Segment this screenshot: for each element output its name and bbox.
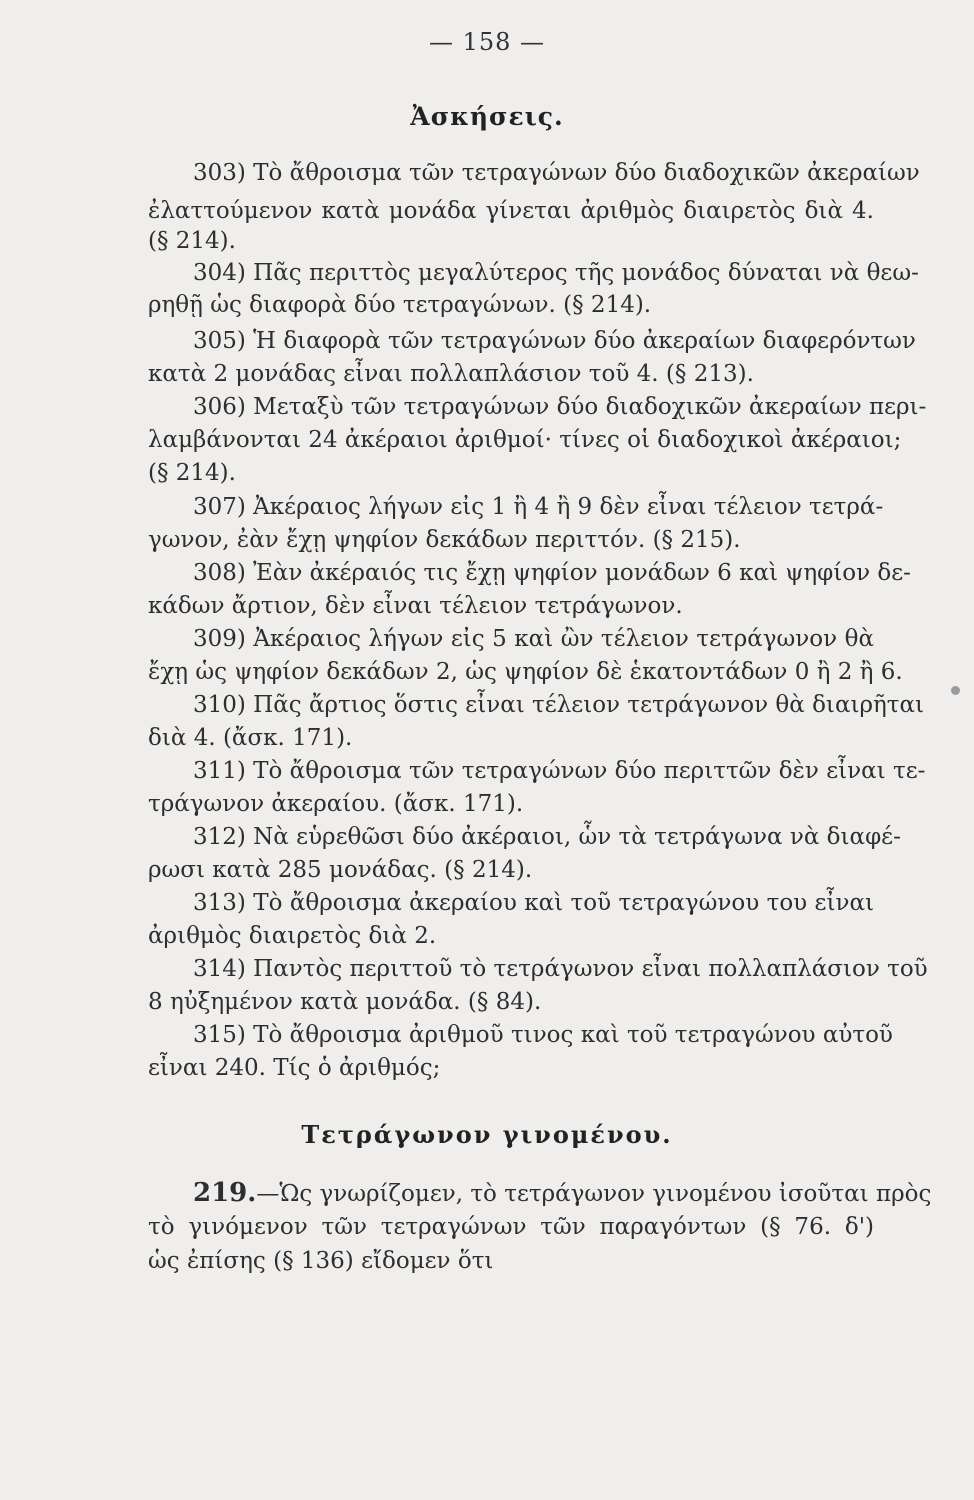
exercise-line: ἔχῃ ὡς ψηφίον δεκάδων 2, ὡς ψηφίον δὲ ἑκατοντάδων 0 ἢ 2 ἢ 6. bbox=[148, 659, 903, 685]
section-line: ὡς ἐπίσης (§ 136) εἴδομεν ὅτι bbox=[148, 1248, 494, 1274]
exercise-line: διὰ 4. (ἄσκ. 171). bbox=[148, 725, 353, 751]
exercise-line: κάδων ἄρτιον, δὲν εἶναι τέλειον τετράγωνον. bbox=[148, 593, 683, 619]
exercise-line: κατὰ 2 μονάδας εἶναι πολλαπλάσιον τοῦ 4. (§ 213). bbox=[148, 361, 754, 387]
section-line: τὸ γινόμενον τῶν τετραγώνων τῶν παραγόντων (§ 76. δ') bbox=[148, 1214, 874, 1240]
exercise-line: 315) Τὸ ἄθροισμα ἀριθμοῦ τινος καὶ τοῦ τετραγώνου αὐτοῦ bbox=[193, 1022, 893, 1048]
section-text: —Ὡς γνωρίζομεν, τὸ τετράγωνον γινομένου ἰσοῦται πρὸς bbox=[256, 1181, 932, 1207]
exercise-line: (§ 214). bbox=[148, 460, 236, 486]
section-number: 219. bbox=[193, 1178, 257, 1208]
exercise-line: λαμβάνονται 24 ἀκέραιοι ἀριθμοί· τίνες οἱ διαδοχικοὶ ἀκέραιοι; bbox=[148, 427, 902, 453]
exercise-line: 304) Πᾶς περιττὸς μεγαλύτερος τῆς μονάδος δύναται νὰ θεω- bbox=[193, 260, 919, 286]
section-line bbox=[193, 1178, 932, 1209]
exercise-line: ἀριθμὸς διαιρετὸς διὰ 2. bbox=[148, 923, 437, 949]
exercise-line: ρωσι κατὰ 285 μονάδας. (§ 214). bbox=[148, 857, 533, 883]
paper-speck bbox=[951, 686, 960, 695]
exercise-line: 311) Τὸ ἄθροισμα τῶν τετραγώνων δύο περιττῶν δὲν εἶναι τε- bbox=[193, 758, 926, 784]
exercise-line: 306) Μεταξὺ τῶν τετραγώνων δύο διαδοχικῶν ἀκεραίων περι- bbox=[193, 394, 927, 420]
exercise-line: εἶναι 240. Τίς ὁ ἀριθμός; bbox=[148, 1055, 441, 1081]
exercise-line: 308) Ἐὰν ἀκέραιός τις ἔχῃ ψηφίον μονάδων 6 καὶ ψηφίον δε- bbox=[193, 560, 911, 586]
exercise-line: τράγωνον ἀκεραίου. (ἄσκ. 171). bbox=[148, 791, 524, 817]
exercise-line: (§ 214). bbox=[148, 228, 236, 254]
exercise-line: 305) Ἡ διαφορὰ τῶν τετραγώνων δύο ἀκεραίων διαφερόντων bbox=[193, 328, 916, 354]
page-number: — 158 — bbox=[428, 28, 546, 56]
exercise-line: 8 ηὐξημένον κατὰ μονάδα. (§ 84). bbox=[148, 989, 542, 1015]
exercise-line: 312) Νὰ εὑρεθῶσι δύο ἀκέραιοι, ὧν τὰ τετράγωνα νὰ διαφέ- bbox=[193, 824, 901, 850]
exercise-line: 310) Πᾶς ἄρτιος ὅστις εἶναι τέλειον τετράγωνον θὰ διαιρῆται bbox=[193, 692, 925, 718]
exercise-line: 313) Τὸ ἄθροισμα ἀκεραίου καὶ τοῦ τετραγώνου του εἶναι bbox=[193, 890, 874, 916]
exercise-line: 314) Παντὸς περιττοῦ τὸ τετράγωνον εἶναι πολλαπλάσιον τοῦ bbox=[193, 956, 928, 982]
exercise-line: γωνον, ἐὰν ἔχῃ ψηφίον δεκάδων περιττόν. (§ 215). bbox=[148, 527, 741, 553]
exercise-line: 309) Ἀκέραιος λήγων εἰς 5 καὶ ὢν τέλειον τετράγωνον θὰ bbox=[193, 626, 874, 652]
heading-square-of-product: Τετράγωνον γινομένου. bbox=[301, 1120, 673, 1149]
exercise-line: 307) Ἀκέραιος λήγων εἰς 1 ἢ 4 ἢ 9 δὲν εἶναι τέλειον τετρά- bbox=[193, 494, 884, 520]
exercise-line: 303) Τὸ ἄθροισμα τῶν τετραγώνων δύο διαδοχικῶν ἀκεραίων bbox=[193, 160, 920, 186]
exercise-line: ρηθῇ ὡς διαφορὰ δύο τετραγώνων. (§ 214). bbox=[148, 292, 652, 318]
exercise-line: ἐλαττούμενον κατὰ μονάδα γίνεται ἀριθμὸς διαιρετὸς διὰ 4. bbox=[148, 198, 874, 224]
heading-exercises: Ἀσκήσεις. bbox=[410, 102, 564, 131]
